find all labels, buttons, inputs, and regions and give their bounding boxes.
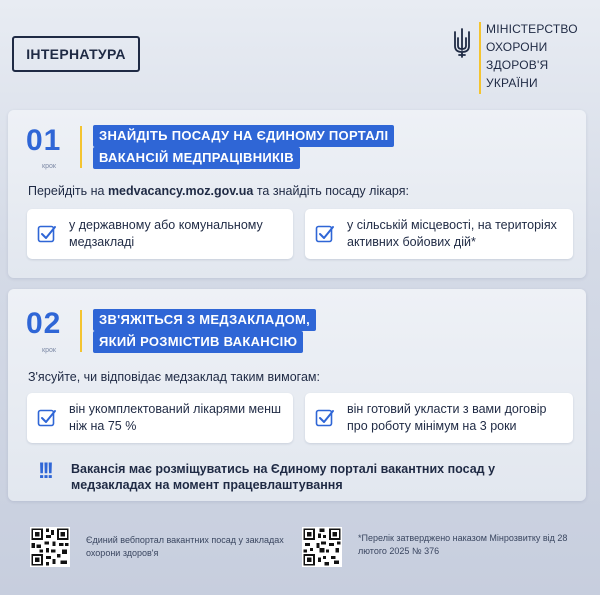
ministry-line: ЗДОРОВ'Я xyxy=(486,58,549,72)
checkbox-icon xyxy=(37,408,57,428)
step-1-divider xyxy=(80,126,82,168)
qr-code-icon[interactable] xyxy=(30,527,70,567)
ministry-line: МІНІСТЕРСТВО xyxy=(486,22,578,36)
footer-portal-caption: Єдиний вебпортал вакантних посад у закладах охорони здоров'я xyxy=(86,535,284,558)
step-2-number: 02 xyxy=(26,307,62,340)
internship-badge: ІНТЕРНАТУРА xyxy=(12,36,140,72)
exclamation-icon: !!! xyxy=(38,458,51,483)
step-1-title-line-1: ЗНАЙДІТЬ ПОСАДУ НА ЄДИНОМУ ПОРТАЛІ xyxy=(93,125,394,147)
step-1-number: 01 xyxy=(26,124,62,157)
step-2-item-1 xyxy=(27,393,293,443)
step-1-lead-before: Перейдіть на xyxy=(28,184,108,198)
warning-text: Вакансія має розміщуватись на Єдиному порталі вакантних посад у медзакладах на момент працевлаштування xyxy=(71,462,496,492)
ministry-divider xyxy=(479,22,481,94)
ministry-line: ОХОРОНИ xyxy=(486,40,548,54)
step-2-divider xyxy=(80,310,82,352)
step-2-title-line-1: ЗВ'ЯЖІТЬСЯ З МЕДЗАКЛАДОМ, xyxy=(93,309,316,331)
checkbox-icon xyxy=(315,408,335,428)
step-1-lead xyxy=(28,184,409,198)
portal-link[interactable]: medvacancy.moz.gov.ua xyxy=(107,184,254,198)
step-1-item-2-text: у сільській місцевості, на територіях активних бойових дій* xyxy=(347,218,557,249)
checkbox-icon xyxy=(37,224,57,244)
step-1-word: крок xyxy=(42,163,56,170)
ministry-logo xyxy=(452,20,592,96)
step-1-lead-after: та знайдіть посаду лікаря: xyxy=(253,184,409,198)
trident-icon xyxy=(452,28,472,58)
step-1-item-1 xyxy=(27,209,293,259)
step-2-item-1-text: він укомплектований лікарями менш ніж на 75 % xyxy=(69,402,282,433)
step-1-title-line-2: ВАКАНСІЙ МЕДПРАЦІВНИКІВ xyxy=(93,147,300,169)
step-1-item-2 xyxy=(305,209,573,259)
step-2-title-line-2: ЯКИЙ РОЗМІСТИВ ВАКАНСІЮ xyxy=(93,331,303,353)
step-1-item-1-text: у державному або комунальному медзакладі xyxy=(69,218,263,249)
ministry-line: УКРАЇНИ xyxy=(486,76,538,90)
step-2-item-2-text: він готовий укласти з вами договір про роботу мінімум на 3 роки xyxy=(347,402,547,433)
qr-code-icon[interactable] xyxy=(302,527,342,567)
step-2-word: крок xyxy=(42,347,56,354)
ministry-name xyxy=(486,20,592,92)
step-2-lead: З'ясуйте, чи відповідає медзаклад таким вимогам: xyxy=(28,370,320,384)
checkbox-icon xyxy=(315,224,335,244)
step-2-item-2 xyxy=(305,393,573,443)
footer-decree-note: *Перелік затверджено наказом Мінрозвитку від 28 лютого 2025 № 376 xyxy=(358,533,568,556)
header xyxy=(0,0,600,105)
